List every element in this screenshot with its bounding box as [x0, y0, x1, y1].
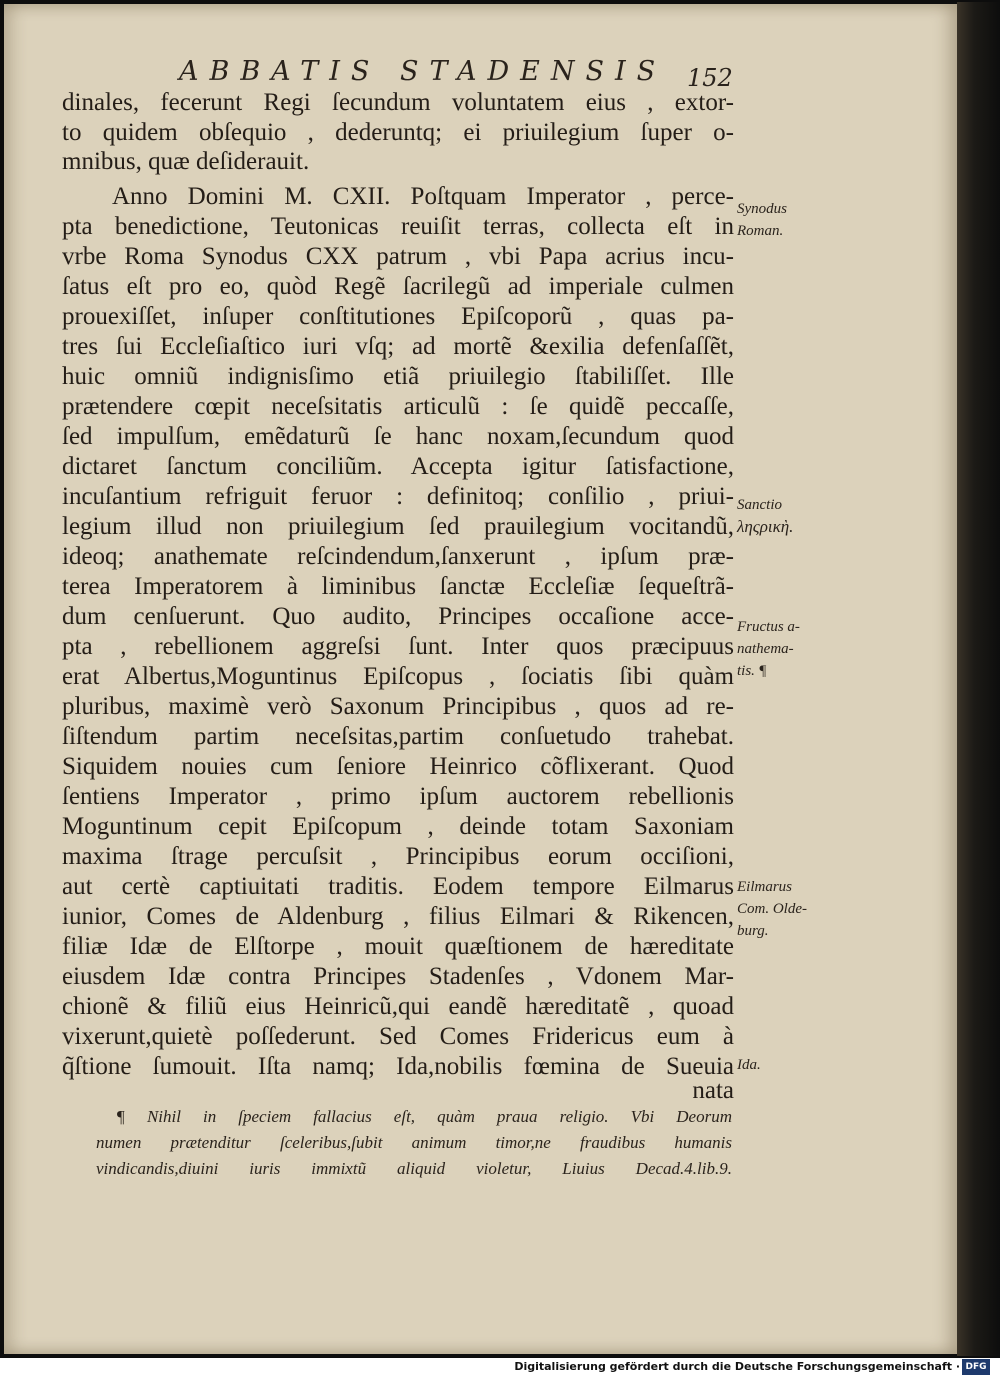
text-line: huic omniũ indignisſimo etiã priuilegio ſtabiliſſet. Ille — [62, 363, 734, 390]
book-page — [4, 4, 957, 1354]
text-line: terea Imperatorem à liminibus ſanctæ Eccleſiæ ſequeſtrã- — [62, 573, 734, 600]
text-line: to quidem obſequio , dederuntq; ei priuilegium ſuper o- — [62, 119, 734, 146]
text-line: dictaret ſanctum conciliũm. Accepta igitur ſatisfactione, — [62, 453, 734, 480]
text-line: tres ſui Eccleſiaſtico iuri vſq; ad mortẽ &exilia defenſaſſẽt, — [62, 333, 734, 360]
text-line: vixerunt,quietè poſſederunt. Sed Comes Fridericus eum à — [62, 1023, 734, 1050]
text-line: ſentiens Imperator , primo ipſum auctorem rebellionis — [62, 783, 734, 810]
text-line: maxima ſtrage percuſsit , Principibus eorum occiſioni, — [62, 843, 734, 870]
text-line: iunior, Comes de Aldenburg , filius Eilmari & Rikencen, — [62, 903, 734, 930]
text-line: pta benedictione, Teutonicas reuiſit terras, collecta eſt in — [62, 213, 734, 240]
text-line: vrbe Roma Synodus CXX patrum , vbi Papa acrius incu- — [62, 243, 734, 270]
footnote-line: ¶ Nihil in ſpeciem fallacius eſt, quàm praua religio. Vbi Deorum — [116, 1107, 732, 1126]
text-line: dum cenſuerunt. Quo audito, Principes occaſione acce- — [62, 603, 734, 630]
text-line: Anno Domini M. CXII. Poſtquam Imperator , perce- — [112, 183, 734, 210]
text-line: pta , rebellionem aggreſsi ſunt. Inter quos præcipuus — [62, 633, 734, 660]
margin-note-synodus: Synodus Roman. — [737, 201, 787, 239]
footnote-line: vindicandis,diuini iuris immixtũ aliquid violetur, Liuius Decad.4.lib.9. — [96, 1159, 732, 1178]
margin-note-sanctio: Sanctio ληςρικὴ. — [737, 497, 794, 536]
funding-credit: Digitalisierung gefördert durch die Deutsche Forschungsgemeinschaft · — [514, 1360, 960, 1373]
text-line: Siquidem nouies cum ſeniore Heinrico cõflixerant. Quod — [62, 753, 734, 780]
text-line: ideoq; anathemate reſcindendum,ſanxerunt , ipſum præ- — [62, 543, 734, 570]
text-line: q̃ſtione ſumouit. Iſta namq; Ida,nobilis fœmina de Sueuia — [62, 1053, 734, 1080]
text-line: mnibus, quæ deſiderauit. — [62, 148, 310, 175]
text-line: ſiſtendum partim neceſsitas,partim conſuetudo trahebat. — [62, 723, 734, 750]
text-line: prouexiſſet, inſuper conſtitutiones Epiſcoporũ , quas pa- — [62, 303, 734, 330]
text-line: incuſantium refriguit feruor : definitoq; conſilio , priui- — [62, 483, 734, 510]
text-line: Moguntinum cepit Epiſcopum , deinde totam Saxoniam — [62, 813, 734, 840]
text-line: eiusdem Idæ contra Principes Stadenſes , Vdonem Mar- — [62, 963, 734, 990]
catchword: nata — [692, 1077, 734, 1104]
text-line: dinales, fecerunt Regi ſecundum voluntatem eius , extor- — [62, 89, 734, 116]
margin-note-ida: Ida. — [737, 1057, 761, 1073]
running-head: ABBATIS STADENSIS — [179, 56, 667, 87]
text-line: ſatus eſt pro eo, quòd Regẽ ſacrilegũ ad imperiale culmen — [62, 273, 734, 300]
text-line: chionẽ & filiũ eius Heinricũ,qui eandẽ hæreditatẽ , quoad — [62, 993, 734, 1020]
text-line: pluribus, maximè verò Saxonum Principibus , quos ad re- — [62, 693, 734, 720]
text-line: filiæ Idæ de Elſtorpe , mouit quæſtionem de hæreditate — [62, 933, 734, 960]
text-line: prætendere cœpit neceſsitatis articulũ : ſe quidẽ peccaſſe, — [62, 393, 734, 420]
margin-note-fructus: Fructus a- nathema- tis. ¶ — [737, 619, 800, 679]
text-line: erat Albertus,Moguntinus Epiſcopus , ſociatis ſibi quàm — [62, 663, 734, 690]
margin-note-eilmarus: Eilmarus Com. Olde- burg. — [737, 879, 807, 939]
text-line: ſed impulſum, emẽdaturũ ſe hanc noxam,ſecundum quod — [62, 423, 734, 450]
text-line: aut certè captiuitati traditis. Eodem tempore Eilmarus — [62, 873, 734, 900]
text-line: legium illud non priuilegium ſed prauilegium vocitandũ, — [62, 513, 734, 540]
page-edge-shadow — [957, 2, 1000, 1356]
folio-number: 152 — [687, 64, 733, 92]
footnote-line: numen prætenditur ſceleribus,ſubit animum timor,ne fraudibus humanis — [96, 1133, 732, 1152]
dfg-logo-icon: DFG — [962, 1359, 990, 1375]
